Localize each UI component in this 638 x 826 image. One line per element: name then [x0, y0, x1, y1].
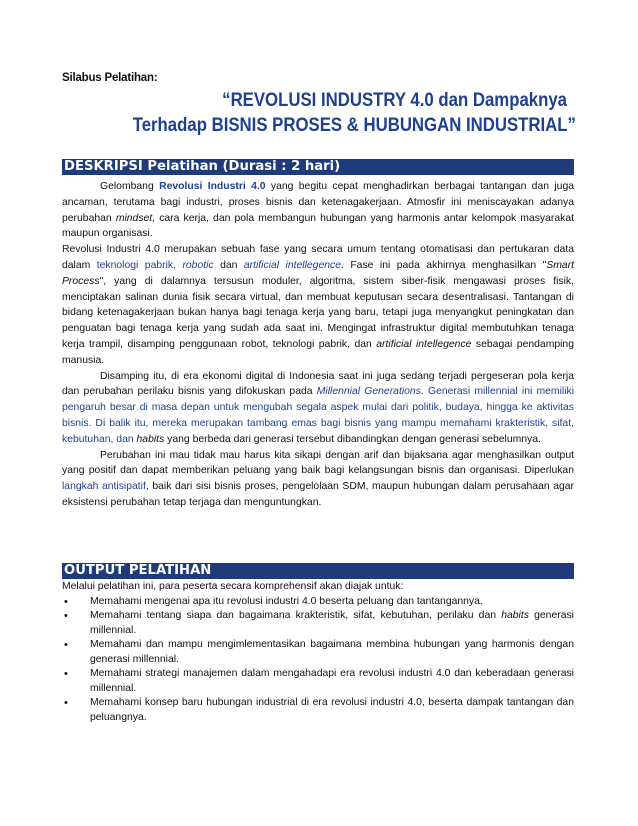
p3-text: Disamping itu, di era ekonomi digital di Indonesia saat ini juga sedang terjadi pergeseran pola kerja dan perubahan perilaku bisnis yang difokuskan pada — [62, 370, 574, 398]
p2-highlight-teknologi: teknologi pabrik, — [96, 259, 176, 271]
output-body — [62, 580, 574, 725]
p3-text: yang berbeda dari generasi tersebut dibandingkan dengan generasi sebelumnya. — [164, 433, 541, 445]
p3-italic-habits: habits — [136, 433, 165, 445]
p2-italic-smart-process: Smart Process — [62, 259, 574, 287]
p4-highlight-antisipatif: langkah antisipatif — [62, 481, 146, 493]
output-list — [62, 595, 574, 726]
p1-highlight-revolusi: Revolusi Industri 4.0 — [159, 181, 266, 192]
title-line-2: Terhadap BISNIS PROSES & HUBUNGAN INDUSTRIAL” — [132, 114, 576, 136]
p2-text: dan — [213, 259, 244, 271]
p2-italic-ai: artificial intellegence — [376, 338, 472, 350]
list-item-text: Memahami tentang siapa dan bagaimana krakteristik, sifat, kebutuhan, perilaku dan — [90, 610, 502, 621]
p4-text: Perubahan ini mau tidak mau harus kita sikapi dengan arif dan bijaksana agar menghasilkan output yang positif dan dapat memberikan peluang yang baik bagi kelangsungan bisnis dan organisasi. Diperlukan — [62, 449, 574, 477]
p3-highlight-generasi: Generasi millennial ini memiliki pengaruh besar di masa depan untuk mengubah segala aspek mulai dari politik, budaya, hingga ke aktivitas bisnis. Di balik itu, mereka merupakan tambang emas bagi bisnis yang mampu memahami krakteristik, sifat, kebutuhan, dan — [62, 386, 575, 445]
document-title — [132, 88, 576, 138]
p3-text: . — [420, 386, 424, 398]
paragraph-2 — [62, 242, 574, 368]
p2-text: . Fase ini pada akhirnya menghasilkan " — [341, 259, 547, 271]
p1-italic-mindset: mindset, — [115, 212, 156, 224]
p3-italic-millennial: Millennial Generations — [316, 386, 421, 398]
list-item: • Memahami strategi manajemen dalam mengahadapi era revolusi industri 4.0 dan keberadaan generasi millennial. — [62, 667, 574, 696]
p2-italic-robotic: robotic — [182, 259, 214, 271]
deskripsi-body — [62, 179, 574, 511]
deskripsi-section-header — [62, 159, 574, 175]
p1-text: cara kerja, dan pola membangun hubungan yang harmonis antar kelompok masyarakat maupun organisasi. — [62, 212, 575, 240]
p1-text: Gelombang — [100, 181, 160, 192]
output-section-header — [62, 563, 574, 579]
output-intro: Melalui pelatihan ini, para peserta secara komprehensif akan diajak untuk: — [62, 581, 404, 592]
list-item: • Memahami konsep baru hubungan industrial di era revolusi industri 4.0, beserta dampak tantangan dan peluangnya. — [62, 696, 574, 725]
list-item: • Memahami dan mampu mengimlementasikan bagaimana membina hubungan yang harmonis dengan generasi millennial. — [62, 638, 574, 667]
deskripsi-header-text: DESKRIPSI Pelatihan (Durasi : 2 hari) — [64, 159, 341, 174]
paragraph-1 — [62, 179, 574, 242]
list-item-italic-habits: habits — [501, 610, 529, 621]
p2-text: sebagai pendamping manusia. — [62, 338, 574, 366]
p2-italic-ai: artificial intellegence — [243, 259, 341, 271]
p4-text: , baik dari sisi bisnis proses, pengelolaan SDM, maupun hubungan dalam perusahaan agar eksistensi perubahan tetap terjaga dan menguntungkan. — [62, 481, 574, 508]
syllabus-label: Silabus Pelatihan: — [62, 72, 158, 84]
output-header-text: OUTPUT PELATIHAN — [64, 563, 212, 578]
list-item-text: generasi millennial. — [90, 610, 574, 636]
list-item: • Memahami mengenai apa itu revolusi industri 4.0 beserta peluang dan tantangannya. — [62, 595, 574, 610]
title-line-1: “REVOLUSI INDUSTRY 4.0 dan Dampaknya — [222, 89, 567, 111]
p2-text: ", yang di dalamnya tersusun moduler, algoritma, sistem siber-fisik mengawasi proses fisik, menciptakan salinan dunia fisik secara virtual, dan membuat keputusan secara desentralisasi. Tantangan di bidang ketenagakerjaan bukan hanya bagi tenaga kerja yang baru, tetapi juga menyangkut peningkatan dan penguatan bagi tenaga kerja yang sudah ada saat ini. Mengingat infrastruktur digital membutuhkan tenaga kerja trampil, disamping penggunaan robot, teknologi pabrik, dan — [62, 275, 574, 350]
list-item — [62, 609, 574, 638]
p2-text: Revolusi Industri 4.0 merupakan sebuah fase yang secara umum tentang otomatisasi dan pertukaran data dalam — [62, 244, 574, 271]
paragraph-4 — [62, 448, 574, 511]
paragraph-3 — [62, 369, 574, 448]
p1-text: yang begitu cepat menghadirkan berbagai tantangan dan juga ancaman, terutama bagi industri, proses bisnis dan ketenagakerjaan. Atmosfir ini meniscayakan adanya perubahan — [62, 181, 574, 224]
